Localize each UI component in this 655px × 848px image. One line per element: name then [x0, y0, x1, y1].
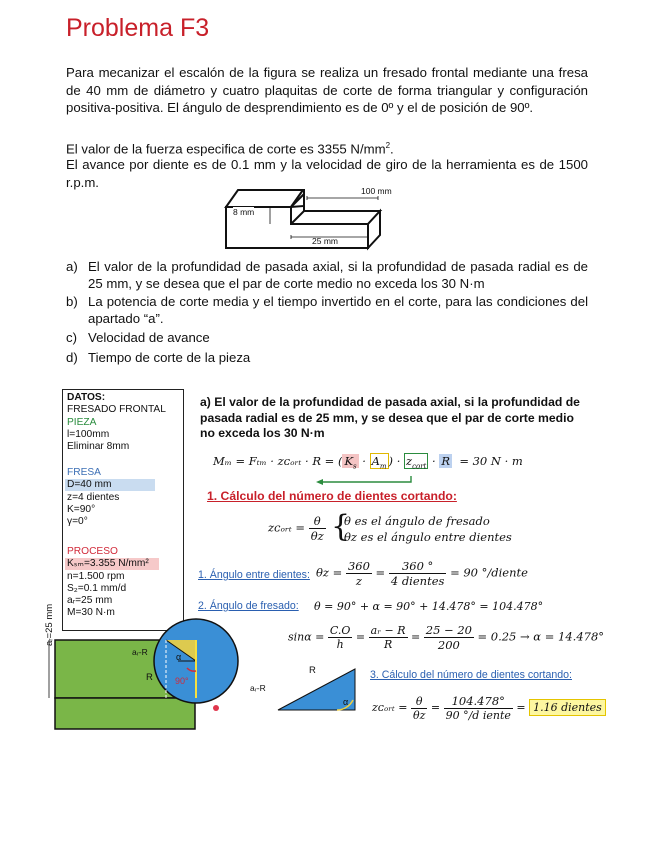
proceso-item: S₂=0.1 mm/d — [67, 583, 127, 594]
question-b: b) La potencia de corte media y el tiempo invertido en el corte, para las condiciones del apartado “a”. — [66, 294, 588, 326]
fresa-label: FRESA — [67, 467, 101, 478]
triangle-alpha-label: α — [343, 697, 349, 707]
ar-label: aᵣ=25 mm — [44, 603, 55, 646]
step1-title: 1. Cálculo del número de dientes cortando: — [207, 489, 457, 503]
mm-equation: Mₘ = Fₜₘ · zᴄₒᵣₜ · R = ( $K_s \cdot A_m$ ) · $z_{cort} \cdot R = 30$ N · m — [213, 454, 523, 471]
R-label: R — [146, 672, 153, 683]
sin-equation: sinα = $\frac{C.O}{h}$ = $\frac{\text{aᵣ − R}}{R}$ = $\frac{25 - 20}{200}$ = 0.25 → α = 14.478° — [288, 623, 605, 652]
dim-bottom-label: 25 mm — [312, 236, 338, 246]
question-d: d) Tiempo de corte de la pieza — [66, 350, 251, 365]
proceso-item: n=1.500 rpm — [67, 571, 125, 582]
substep1-equation: θz = $\frac{360}{z}$ = $\frac{360 ^\circ}{\text{4 dientes}}$ = 90 °/diente — [316, 559, 528, 588]
triangle-R-label: R — [309, 665, 316, 676]
brace: { — [331, 509, 351, 544]
intro-paragraph-3: El avance por diente es de 0.1 mm y la velocidad de giro de la herramienta es de 1500 r.p.m. — [66, 157, 588, 190]
brace-line-1: θ es el ángulo de fresado — [344, 514, 490, 528]
zcort-result-equation: zᴄₒᵣₜ = $\frac{\theta}{\theta z}$ = $\frac{104.478^\circ}{\text{90 °/d iente}}$ = 1.16 dientes — [372, 694, 606, 722]
dim-top-label: 100 mm — [361, 186, 392, 196]
substep1-label: 1. Ángulo entre dientes: — [198, 569, 310, 581]
brace-line-2: θz es el ángulo entre dientes — [344, 530, 512, 544]
substep2-equation: θ = 90° + α = 90° + 14.478° = 104.478° — [314, 600, 544, 613]
proceso-label: PROCESO — [67, 546, 118, 557]
proceso-item: M=30 N·m — [67, 607, 115, 618]
question-c: c) Velocidad de avance — [66, 330, 210, 345]
substep2-label: 2. Ángulo de fresado: — [198, 600, 299, 612]
ninety-label: 90° — [175, 676, 189, 686]
alpha-label: α — [176, 652, 182, 662]
datos-header-2: FRESADO FRONTAL — [67, 404, 166, 415]
fresa-item: K=90° — [67, 504, 96, 515]
datos-box — [62, 389, 184, 631]
pieza-item: l=100mm — [67, 429, 110, 440]
dim-side-label: 8 mm — [233, 207, 255, 217]
arrow-link — [316, 474, 426, 488]
proceso-item: aᵣ=25 mm — [67, 595, 113, 606]
milling-diagram — [45, 612, 245, 742]
arR-label: aᵣ-R — [132, 647, 148, 657]
page-title: Problema F3 — [66, 14, 210, 42]
zcort-definition: zᴄₒᵣₜ = $\frac{\theta}{\theta z}$ — [268, 514, 324, 543]
solution-heading: a) El valor de la profundidad de pasada axial, si la profundidad de pasada radial es de 25 mm, y se desea que el par de corte medio no exceda los 30 N·m — [200, 395, 580, 440]
fresa-item: D=40 mm — [65, 479, 155, 491]
question-a: a) El valor de la profundidad de pasada axial, si la profundidad de pasada radial es de 25 mm, y se desea que el par de corte medio no exceda los 30 N·m — [66, 259, 588, 291]
result-highlight: 1.16 dientes — [529, 699, 606, 716]
datos-header: DATOS: — [67, 392, 106, 403]
fresa-item: z=4 dientes — [67, 492, 120, 503]
substep3-label: 3. Cálculo del número de dientes cortando: — [370, 669, 572, 681]
intro-paragraph-2: El valor de la fuerza especifica de corte es 3355 $N/mm^2$. — [66, 141, 394, 157]
proceso-item: Kₛₘ=3.355 N/mm² — [65, 558, 159, 570]
pieza-item: Eliminar 8mm — [67, 441, 130, 452]
fresa-item: γ=0° — [67, 516, 88, 527]
triangle-diagram — [275, 665, 365, 713]
intro-paragraph-1: Para mecanizar el escalón de la figura se realiza un fresado frontal mediante una fresa de 40 mm de diámetro y cuatro plaquitas de corte de forma triangular y configuración positiva-positiva. El ángulo de desprendimiento es de 0º y el de posición de 90º. — [66, 65, 588, 115]
pieza-label: PIEZA — [67, 417, 97, 428]
triangle-arR-label: aᵣ-R — [250, 683, 266, 693]
